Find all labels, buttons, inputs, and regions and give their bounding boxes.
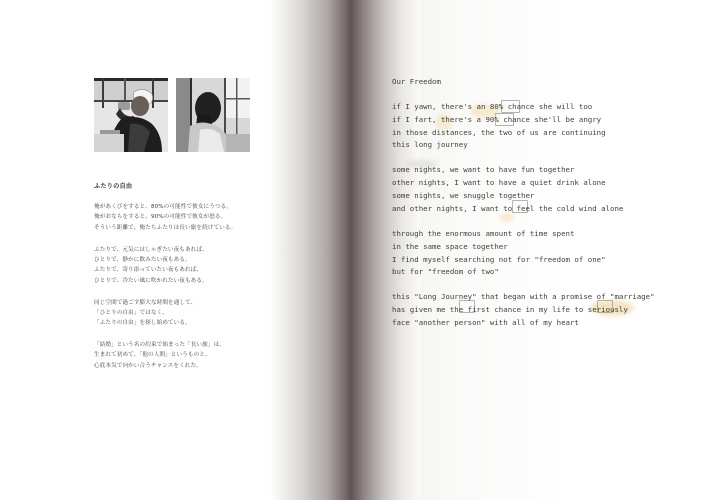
japanese-poem — [94, 202, 284, 371]
english-title: Our Freedom — [392, 77, 441, 86]
japanese-line: ふたりで、元気にはしゃぎたい夜もあれば、 — [94, 246, 208, 253]
english-line: in those distances, the two of us are continuing — [392, 127, 606, 137]
japanese-line: 「ひとりの自由」ではなく、 — [94, 309, 168, 316]
english-line: some nights, we snuggle together — [392, 191, 535, 201]
english-line: but for "freedom of two" — [392, 267, 499, 277]
english-poem — [392, 101, 697, 330]
english-line: if I yawn, there's an 80% chance she will too — [392, 102, 593, 111]
english-line: if I fart, there's a 90% chance she'll be angry — [392, 114, 602, 124]
english-line: in the same space together — [392, 241, 508, 251]
japanese-line: 「結婚」という名の約束で始まった「長い旅」は、 — [94, 342, 225, 349]
japanese-line: 「ふたりの自由」を探し始めている。 — [94, 320, 191, 327]
japanese-line: そういう距離で、俺たちふたりは長い旅を続けている。 — [94, 224, 237, 231]
english-line: face "another person" with all of my heart — [392, 318, 579, 328]
japanese-line: ふたりで、寄り添っていたい夜もあれば、 — [94, 267, 203, 274]
japanese-title: ふたりの自由 — [94, 183, 133, 190]
woman-profile-photo-icon — [176, 78, 250, 152]
japanese-line: 俺がおならをすると、90%の可能性で彼女が怒る。 — [94, 214, 227, 221]
english-line: some nights, we want to have fun together — [392, 165, 575, 175]
japanese-line: 心底本気で向かい合うチャンスをくれた。 — [94, 362, 202, 369]
japanese-line: ひとりで、冷たい風に吹かれたい夜もある。 — [94, 277, 208, 284]
japanese-line: ひとりで、静かに飲みたい夜もある。 — [94, 256, 191, 263]
english-line: this long journey — [392, 140, 468, 150]
english-line: other nights, I want to have a quiet drink alone — [392, 178, 606, 188]
english-line: this "Long Journey" that began with a promise of "marriage" — [392, 292, 655, 302]
japanese-line: 生まれて初めて、「他の人間」というものと、 — [94, 352, 211, 359]
english-line: through the enormous amount of time spent — [392, 228, 575, 238]
japanese-line: 俺があくびをすると、80%の可能性で彼女にうつる。 — [94, 204, 232, 210]
english-line: I find myself searching not for "freedom of one" — [392, 254, 606, 264]
english-line: and other nights, I want to feel the cold wind alone — [392, 203, 624, 213]
japanese-line: 同じ空間で過ごす膨大な時間を通して、 — [94, 299, 197, 306]
english-line: has given me the first chance in my life to seriously — [392, 305, 628, 315]
man-drinking-photo-icon — [94, 78, 168, 152]
